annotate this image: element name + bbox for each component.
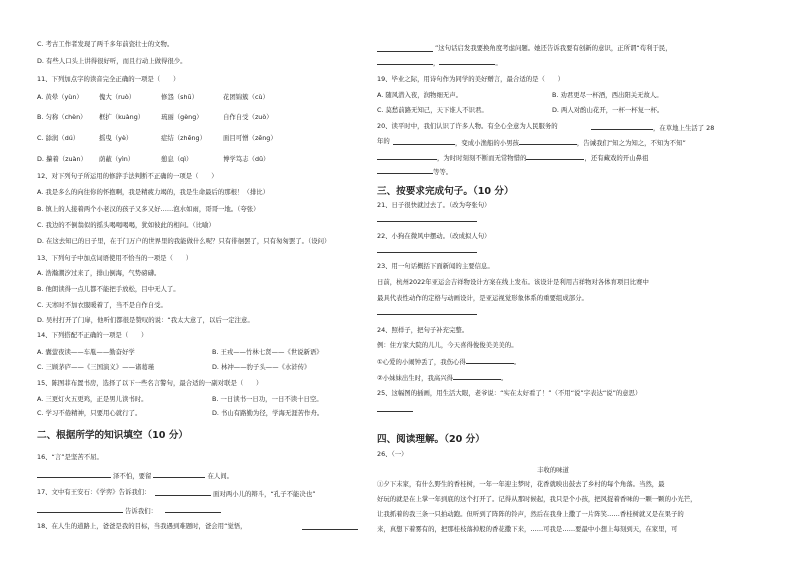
q20-line1-tail [591, 122, 714, 133]
q20-mid: ，在草地上生活了 28 [653, 124, 715, 132]
question-line-l12: C. 天寒时不加衣服暖着了，当不是自作自受。 [37, 301, 167, 309]
q17-blank-2[interactable] [37, 505, 123, 513]
q21-answer-line[interactable] [377, 220, 477, 222]
q15-option-q15a: A. 三更灯火五更鸡，正是男儿读书时。 [37, 395, 148, 403]
q23-answer-line[interactable] [377, 313, 477, 315]
q11-option-a1: A. 黄晕（yùn） [37, 93, 83, 101]
reading-paragraph-line-1: ①夕下末家，有什么野生的香桂树，一年一年迎主梦时，花香就映出鼓去了乡村的每个角落。当然，最 [377, 480, 665, 488]
question-line-r01: ”这句话启发我要换角度考虑问题。她还告诉我要有创新的意识，正所谓“苟利于民， [435, 44, 672, 52]
q11-option-c2: 摇曳（yè） [99, 134, 133, 142]
q20-line3-mid: ，为时时刻刻不断而无常物惜的 [437, 154, 527, 162]
question-line-r11: 日前，杭州2022年亚运会吉祥物设计方案在线上发布。该设计是利用吉祥物对各体育项目比赛中 [377, 278, 649, 286]
q11-option-a4: 花团锦簇（cù） [223, 93, 269, 101]
q16-blank-1[interactable] [37, 470, 111, 478]
q16-fill-line [37, 470, 233, 481]
q17-line2b [165, 505, 221, 516]
q14-option-q14b: B. 王戎——竹林七贤——《世说新语》 [212, 348, 323, 356]
question-line-l17: 17、文中有王安石：《学弈》告诉我们： [37, 488, 151, 496]
q17-text: 面对两小儿的辩斗，“孔子不能决也” [213, 490, 316, 498]
q20-blank-5[interactable] [526, 152, 584, 160]
q17-end: 告诉我们： [125, 507, 157, 515]
q24-item-1-text: ①心爱的小闹钟丢了，我伤心得 [377, 358, 466, 366]
question-line-r10: 23、用一句话概括下面新闻的主要信息。 [377, 262, 494, 270]
question-line-l11: B. 他朗读得一点儿都不能把手放松，目中无人了。 [37, 285, 180, 293]
question-line-l04: 12、对下列句子所运用的修辞手法判断不正确的一项是（ ） [37, 172, 218, 180]
q20-blank-6[interactable] [377, 166, 433, 174]
q11-option-d2: 荫蔽（yìn） [99, 155, 135, 163]
q17-blank-3[interactable] [165, 505, 221, 513]
question-line-l13: D. 吴村打开了门扉，他听们都很是赞叹的说：“我太大意了，以后一定注意。 [37, 316, 254, 324]
r01b-line: ， 。 [377, 57, 502, 68]
section-heading-r16: 四、阅读理解。（20 分） [377, 434, 485, 445]
question-line-r04: C. 莫愁前路无知己，天下谁人不识君。 [377, 106, 488, 114]
question-line-r17: 26、（一） [377, 450, 408, 458]
q11-option-b3: 琉丽（gèng） [161, 113, 203, 121]
question-line-r13: 24、照样子，把句子补充完整。 [377, 326, 469, 334]
q19-option-q19d: D. 两人对酌山花开，一杯一杯复一杯。 [552, 106, 664, 114]
q11-option-c4: 面目可憎（zēng） [223, 134, 277, 142]
q15-option-q15b: B. 一日读书一日功，一日不读十日空。 [212, 395, 323, 403]
q14-option-q14a: A. 囊萤夜读——车胤——勤奋好学 [37, 348, 135, 356]
q20-blank-3[interactable] [519, 137, 577, 145]
q18-blank-3[interactable] [439, 57, 495, 65]
q24-blank-2[interactable] [453, 372, 501, 380]
q20-line4-end: 等等。 [433, 168, 453, 176]
q19-option-q19b: B. 劝君更尽一杯酒，西出阳关无故人。 [552, 91, 663, 99]
q11-option-c3: 症结（zhēng） [161, 134, 207, 142]
question-line-l03: 11、下列加点字的读音完全正确的一项是（ ） [37, 75, 180, 83]
question-line-r05: 20、读平时中，我们认识了许多人物。有全心全意为人民服务的 [377, 122, 558, 130]
q11-option-d1: D. 攥着（zuàn） [37, 155, 87, 163]
question-line-l09: 13、下列句子中加点词语使用不恰当的一项是（ ） [37, 254, 193, 262]
q24-item-1: ①心爱的小闹钟丢了，我伤心得 。 [377, 358, 521, 366]
q16-end: 在人间。 [207, 472, 234, 480]
q20-blank-4[interactable] [377, 152, 437, 160]
section-2-heading: 二、根据所学的知识填空（10 分） [37, 430, 189, 441]
r01-blank-prefix [377, 44, 433, 55]
question-line-l07: C. 我边的不倒翁似的摇头喝喝喝喝，犹如彼此的相问。（比喻） [37, 221, 215, 229]
question-line-l14: 14、下列搭配不正确的一项是（ ） [37, 331, 148, 339]
q18-blank-2[interactable] [377, 57, 433, 65]
reading-title: 丰收的味道 [537, 466, 569, 474]
q14-option-q14c: C. 三顾茅庐——《三国演义》——诸葛瑾 [37, 363, 155, 371]
question-line-l02: D. 有些人口头上讲得很好听，而且行动上做得很少。 [37, 57, 187, 65]
q18-blank-1[interactable] [302, 522, 358, 530]
q18-continue-blank[interactable] [377, 44, 433, 52]
question-line-r02: 19、毕业之际，用诗句作为同学的美好赠言，最合适的是（ ） [377, 75, 565, 83]
question-line-r14: 例：住方家大院的儿儿，今天喜得俊俊美美美的。 [377, 341, 518, 349]
question-line-r15: 25、这幅图的插画，用生活大眼，老爷说：“实在太好看了！”（不用“说”字表达“说”的意思） [377, 389, 642, 397]
q20-line2-end: ，告诫我们“知之为知之，不知为不知” [576, 139, 686, 147]
question-line-l18: 18、在人生的道路上，爸爸是我的目标，当我遇到难题时，爸会用“觉悟， [37, 522, 247, 530]
q24-blank-1[interactable] [466, 356, 514, 364]
question-line-l06: B. 镇上的人接着两个小老汉的孩子又多又好……泡水如雨，哥哥一地。（夸张） [37, 205, 260, 213]
q22-answer-line[interactable] [377, 251, 477, 253]
question-line-l16: 16、“言”是坚苦不屈。 [37, 453, 103, 461]
reading-paragraph-line-4: 来，真想下着雾有的，把那桂枝落掉般的香花撒下来，……可我是……要最中小想上每刻到天，在家里，可 [377, 525, 678, 533]
reading-paragraph-line-2: 好玩的就是在上掌一年到底的这个打开了。记得从那时候起，我只是个小孩，把风捉着香味的一颗一颗的小光芒， [377, 495, 697, 503]
section-heading-r07: 三、按要求完成句子。（10 分） [377, 186, 514, 197]
question-line-l01: C. 考古工作者发现了两千多年前瓷壮士的文物。 [37, 40, 174, 48]
q11-option-b2: 框扩（kuàng） [99, 113, 145, 121]
q11-option-b1: B. 匀称（chèn） [37, 113, 87, 121]
question-line-r06: 年的 [377, 137, 390, 145]
q20-blank-1[interactable] [591, 122, 653, 130]
q20-line2 [393, 137, 686, 148]
q18-blank-line [302, 522, 358, 533]
reading-paragraph-line-3: 让我抓着的我三条一只拍动跑。但听到了阵阵的铃声，然后在我身上撒了一片阵笑……香桂树就又是在果子的 [377, 510, 684, 518]
q11-option-d4: 博学笃志（dǔ） [223, 155, 270, 163]
question-line-l10: A. 浩瀚潮汐过来了，排山倒海，气势磅礴。 [37, 269, 161, 277]
q24-item-2: ②小妹妹出生时，我高兴得 。 [377, 374, 508, 382]
q15-option-q15d: D. 书山有路勤为径，学海无涯苦作舟。 [212, 409, 324, 417]
q25-answer-line[interactable] [377, 410, 413, 412]
q11-option-a2: 傀大（ruò） [99, 93, 136, 101]
q14-option-q14d: D. 林冲——豹子头——《水浒传》 [212, 363, 311, 371]
q17-blank-1[interactable] [155, 488, 211, 496]
q15-option-q15c: C. 学习不倦精神，只要用心就行了。 [37, 409, 142, 417]
q11-option-a3: 修怨（shū） [161, 93, 198, 101]
question-line-l15: 15、陈图菲布置书房，选择了以下一些名言警句，最合适的一副对联是（ ） [37, 379, 263, 387]
q20-line2-mid: ，变成小渔船的小男孩 [455, 139, 519, 147]
question-line-r08: 21、日子很快就过去了。（改为夸张句） [377, 201, 491, 209]
q11-option-b4: 自作自受（zuò） [223, 113, 273, 121]
question-line-l05: A. 我是多么的向往你的怀抱啊，我是精疲力竭的，我是生命最后的那根！（排比） [37, 188, 269, 196]
q16-text: 泽不怕，要留 [113, 472, 152, 480]
q11-option-d3: 憩息（qì） [161, 155, 193, 163]
q16-blank-2[interactable] [153, 470, 205, 478]
question-line-r12: 最具代表性动作的定格与动画设计，是亚运视觉形象体系的重要组成部分。 [377, 294, 588, 302]
q20-line4 [377, 166, 452, 177]
q20-line3 [377, 152, 648, 163]
q11-option-c1: C. 舔润（dú） [37, 134, 80, 142]
q17-line2 [37, 505, 157, 516]
q24-item-2-text: ②小妹妹出生时，我高兴得 [377, 374, 454, 382]
q20-line3-end: ，还有藏戏的开山鼻祖 [584, 154, 649, 162]
q20-blank-2[interactable] [393, 137, 455, 145]
q17-fill [155, 488, 316, 499]
question-line-r09: 22、小狗在微风中摆动。（改成拟人句） [377, 232, 491, 240]
question-line-r03: A. 随风潜入夜，润物细无声。 [377, 91, 463, 99]
question-line-l08: D. 在这去知已的日子里，在于门万户的世界里的我能做什么呢？只有徘徊罢了，只有匆匆罢了。（设问） [37, 237, 331, 245]
